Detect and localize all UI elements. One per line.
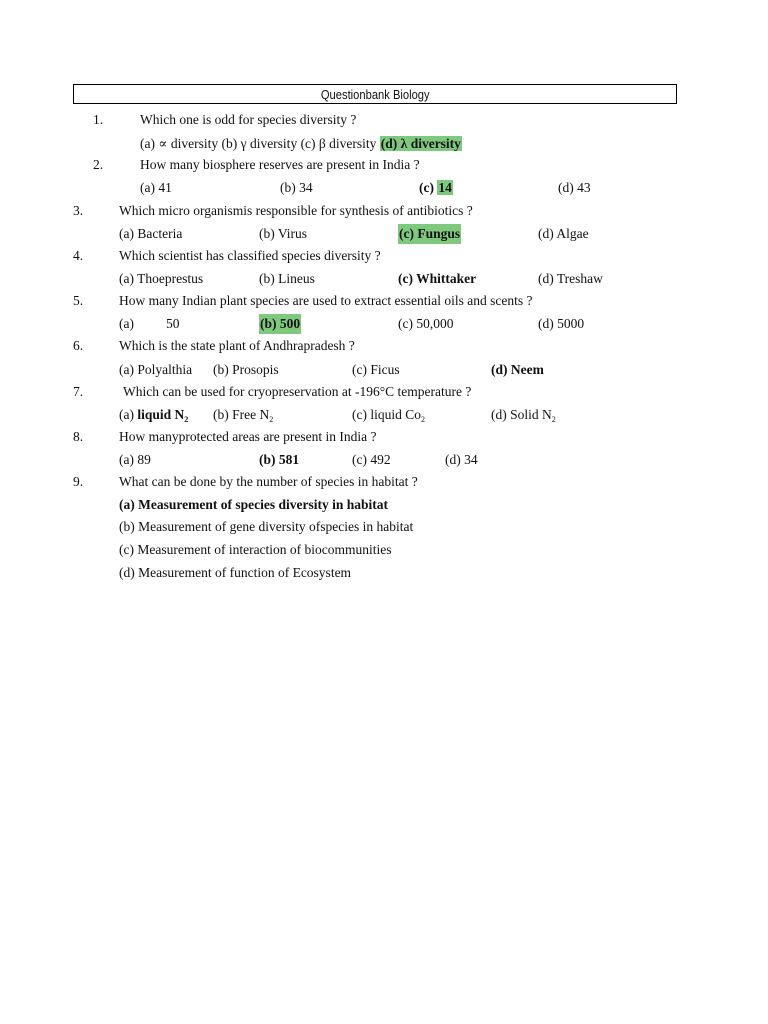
- option-c: (c) Measurement of interaction of biocommunities: [119, 542, 392, 557]
- option-d: (d) 34: [445, 452, 478, 467]
- option-a-label: (a): [119, 407, 138, 422]
- question-number: 4.: [73, 248, 84, 263]
- option-c-answer: (c) Whittaker: [398, 271, 477, 286]
- question-number: 5.: [73, 293, 84, 308]
- option-b: (b) Prosopis: [213, 362, 279, 377]
- question-text: What can be done by the number of species in habitat ?: [119, 474, 418, 489]
- question-number: 2.: [93, 157, 104, 172]
- question-text: How manyprotected areas are present in India ?: [119, 429, 377, 444]
- question-text: How many biosphere reserves are present in India ?: [140, 157, 420, 172]
- subscript: 2: [184, 415, 189, 424]
- option-d-text: diversity: [407, 136, 461, 151]
- question-number: 7.: [73, 384, 84, 399]
- option-c-answer: (c) Fungus: [398, 224, 461, 244]
- option-b-answer: (b) 500: [259, 314, 301, 334]
- option-d: [491, 405, 556, 425]
- answer-highlight: 14: [438, 180, 452, 195]
- subscript: 2: [551, 415, 556, 424]
- option-c-text: (c) liquid Co: [352, 407, 421, 422]
- option-d-label: (d): [380, 136, 401, 151]
- lambda-symbol: λ: [400, 136, 408, 151]
- option-b: (b) Measurement of gene diversity ofspecies in habitat: [119, 519, 414, 534]
- option-d: (d) Algae: [538, 226, 589, 241]
- option-b-text: (b) Free N: [213, 407, 270, 422]
- question-text: Which can be used for cryopreservation at -196°C temperature ?: [123, 384, 472, 399]
- option-d: (d) Measurement of function of Ecosystem: [119, 565, 352, 580]
- option-a-value: 50: [166, 316, 180, 331]
- page-title: Questionbank Biology: [320, 86, 430, 102]
- option-a-label: (a): [119, 316, 134, 331]
- option-b: (b) Lineus: [259, 271, 315, 286]
- option-a: (a) Polyalthia: [119, 362, 193, 377]
- subscript: 2: [269, 415, 274, 424]
- option-d: (d) Treshaw: [538, 271, 603, 286]
- option-c: [352, 405, 425, 425]
- subscript: 2: [421, 415, 425, 424]
- option-c: (c) 50,000: [398, 316, 454, 331]
- question-number: 8.: [73, 429, 84, 444]
- option-a-answer: liquid N: [137, 407, 185, 422]
- title-box: [73, 84, 677, 104]
- option-line: [140, 134, 462, 154]
- question-number: 6.: [73, 338, 84, 353]
- option-b-answer: (b) 581: [259, 452, 300, 467]
- option-a: (a) 41: [140, 180, 172, 195]
- option-c: [419, 178, 453, 198]
- option-a-answer: (a) Measurement of species diversity in habitat: [119, 497, 388, 512]
- options-abc: (a) ∝ diversity (b) γ diversity (c) β diversity: [140, 136, 380, 151]
- option-c: (c) Ficus: [352, 362, 400, 377]
- option-d-text: (d) Solid N: [491, 407, 552, 422]
- option-b: (b) Virus: [259, 226, 308, 241]
- question-number: 9.: [73, 474, 84, 489]
- option-a: (a) Thoeprestus: [119, 271, 204, 286]
- option-c: (c) 492: [352, 452, 391, 467]
- option-b: [213, 405, 273, 425]
- question-number: 3.: [73, 203, 84, 218]
- question-text: Which micro organismis responsible for synthesis of antibiotics ?: [119, 203, 473, 218]
- question-text: Which is the state plant of Andhrapradesh ?: [119, 338, 355, 353]
- option-d: (d) 5000: [538, 316, 585, 331]
- answer-highlight: [380, 136, 462, 151]
- question-text: How many Indian plant species are used to extract essential oils and scents ?: [119, 293, 533, 308]
- option-a: (a) Bacteria: [119, 226, 183, 241]
- question-text: Which one is odd for species diversity ?: [140, 112, 357, 127]
- option-a: (a) 89: [119, 452, 151, 467]
- option-c-label: (c): [419, 180, 438, 195]
- option-b: (b) 34: [280, 180, 313, 195]
- question-text: Which scientist has classified species diversity ?: [119, 248, 381, 263]
- question-number: 1.: [93, 112, 104, 127]
- option-a: [119, 405, 188, 425]
- option-d-answer: (d) Neem: [491, 362, 544, 377]
- option-d: (d) 43: [558, 180, 591, 195]
